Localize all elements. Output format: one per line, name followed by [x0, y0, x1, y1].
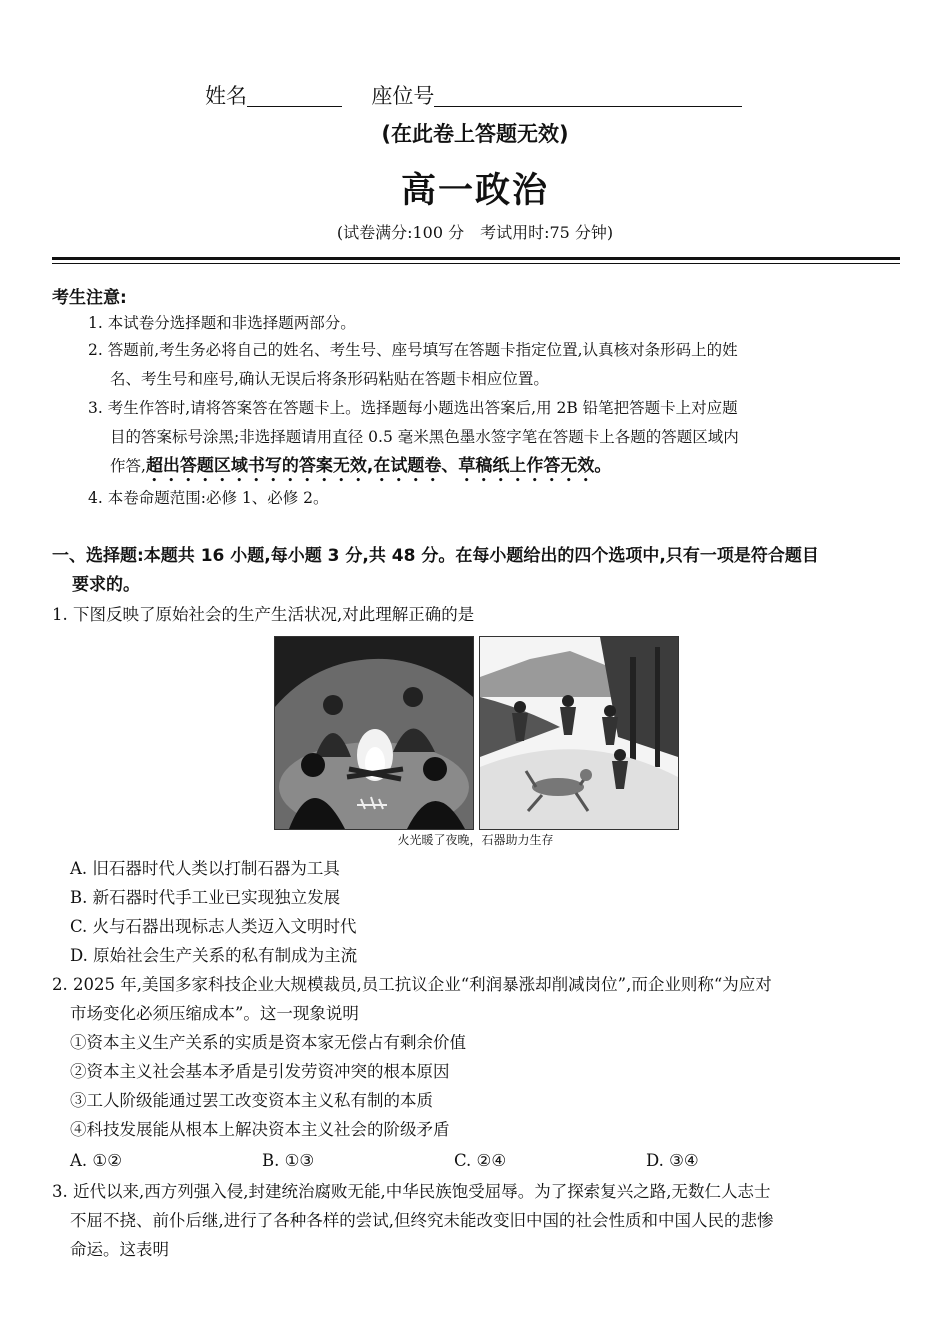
- instruction-item-3-prefix: 作答,: [110, 457, 146, 475]
- q1-option-d: D. 原始社会生产关系的私有制成为主流: [70, 946, 358, 965]
- figure-caption: 火光暖了夜晚，石器助力生存: [397, 833, 554, 847]
- invalid-answer-notice: (在此卷上答题无效): [381, 122, 569, 146]
- instruction-item-1: 1. 本试卷分选择题和非选择题两部分。: [88, 314, 356, 332]
- q2-item-3: ③工人阶级能通过罢工改变资本主义私有制的本质: [70, 1091, 433, 1110]
- instruction-item-3: [88, 394, 900, 486]
- q2-item-2: ②资本主义社会基本矛盾是引发劳资冲突的根本原因: [70, 1062, 450, 1081]
- question-2-stem-line2: 市场变化必须压缩成本”。这一现象说明: [70, 1004, 359, 1023]
- seat-label: 座位号: [371, 84, 435, 108]
- header-divider-thin: [52, 263, 900, 264]
- question-3-stem-line2: 不屈不挠、前仆后继,进行了各种各样的尝试,但终究未能改变旧中国的社会性质和中国人民的悲惨: [70, 1211, 774, 1230]
- q1-option-b: B. 新石器时代手工业已实现独立发展: [70, 888, 341, 907]
- question-3-stem-line1: 3. 近代以来,西方列强入侵,封建统治腐败无能,中华民族饱受屈辱。为了探索复兴之路,无数仁人志士: [52, 1182, 771, 1201]
- name-label: 姓名: [205, 84, 247, 108]
- section-heading-line2: 要求的。: [72, 575, 140, 595]
- header-divider-thick: [52, 257, 900, 260]
- q2-option-a: A. ①②: [70, 1151, 122, 1170]
- instruction-item-3-line3: [88, 452, 900, 486]
- section-heading-line1: 一、选择题:本题共 16 小题,每小题 3 分,共 48 分。在每小题给出的四个选项中,只有一项是符合题目: [52, 546, 819, 566]
- instruction-item-2-line1: 2. 答题前,考生务必将自己的姓名、考生号、座号填写在答题卡指定位置,认真核对条形码上的姓: [88, 341, 738, 359]
- instruction-item-2: [88, 336, 900, 394]
- question-3-stem: [52, 1177, 900, 1264]
- hunting-illustration: [479, 636, 679, 830]
- cave-fire-illustration: [274, 636, 474, 830]
- question-3-stem-line3: 命运。这表明: [70, 1240, 169, 1259]
- q2-item-4: ④科技发展能从根本上解决资本主义社会的阶级矛盾: [70, 1120, 450, 1139]
- name-seat-line: [205, 80, 742, 110]
- instruction-item-3-line2: 目的答案标号涂黑;非选择题请用直径 0.5 毫米黑色墨水签字笔在答题卡上各题的答题区域内: [110, 428, 739, 446]
- q2-option-d: D. ③④: [646, 1151, 699, 1170]
- instructions-heading: 考生注意:: [52, 288, 127, 308]
- section-heading: [52, 542, 900, 600]
- exam-info: (试卷满分:100 分 考试用时:75 分钟): [336, 223, 614, 242]
- q2-item-1: ①资本主义生产关系的实质是资本家无偿占有剩余价值: [70, 1033, 466, 1052]
- seat-blank: [434, 88, 742, 107]
- instruction-item-2-line2: 名、考生号和座号,确认无误后将条形码粘贴在答题卡相应位置。: [110, 370, 549, 388]
- instruction-item-4: 4. 本卷命题范围:必修 1、必修 2。: [88, 489, 329, 507]
- question-2-stem: [52, 970, 900, 1028]
- q2-option-b: B. ①③: [262, 1151, 315, 1170]
- question-2-stem-line1: 2. 2025 年,美国多家科技企业大规模裁员,员工抗议企业“利润暴涨却削减岗位”,而企业则称“为应对: [52, 975, 772, 994]
- q1-option-c: C. 火与石器出现标志人类迈入文明时代: [70, 917, 357, 936]
- instruction-item-3-line1: 3. 考生作答时,请将答案答在答题卡上。选择题每小题选出答案后,用 2B 铅笔把答题卡上对应题: [88, 399, 738, 417]
- page-title: 高一政治: [400, 170, 549, 211]
- q1-option-a: A. 旧石器时代人类以打制石器为工具: [70, 859, 340, 878]
- name-blank: [247, 88, 342, 107]
- question-1-stem: 1. 下图反映了原始社会的生产生活状况,对此理解正确的是: [52, 605, 475, 624]
- q2-option-c: C. ②④: [454, 1151, 507, 1170]
- question-1-figure: [274, 636, 677, 828]
- instruction-emphasis: 超出答题区域书写的答案无效,在试题卷、草稿纸上作答无效。: [145, 456, 612, 476]
